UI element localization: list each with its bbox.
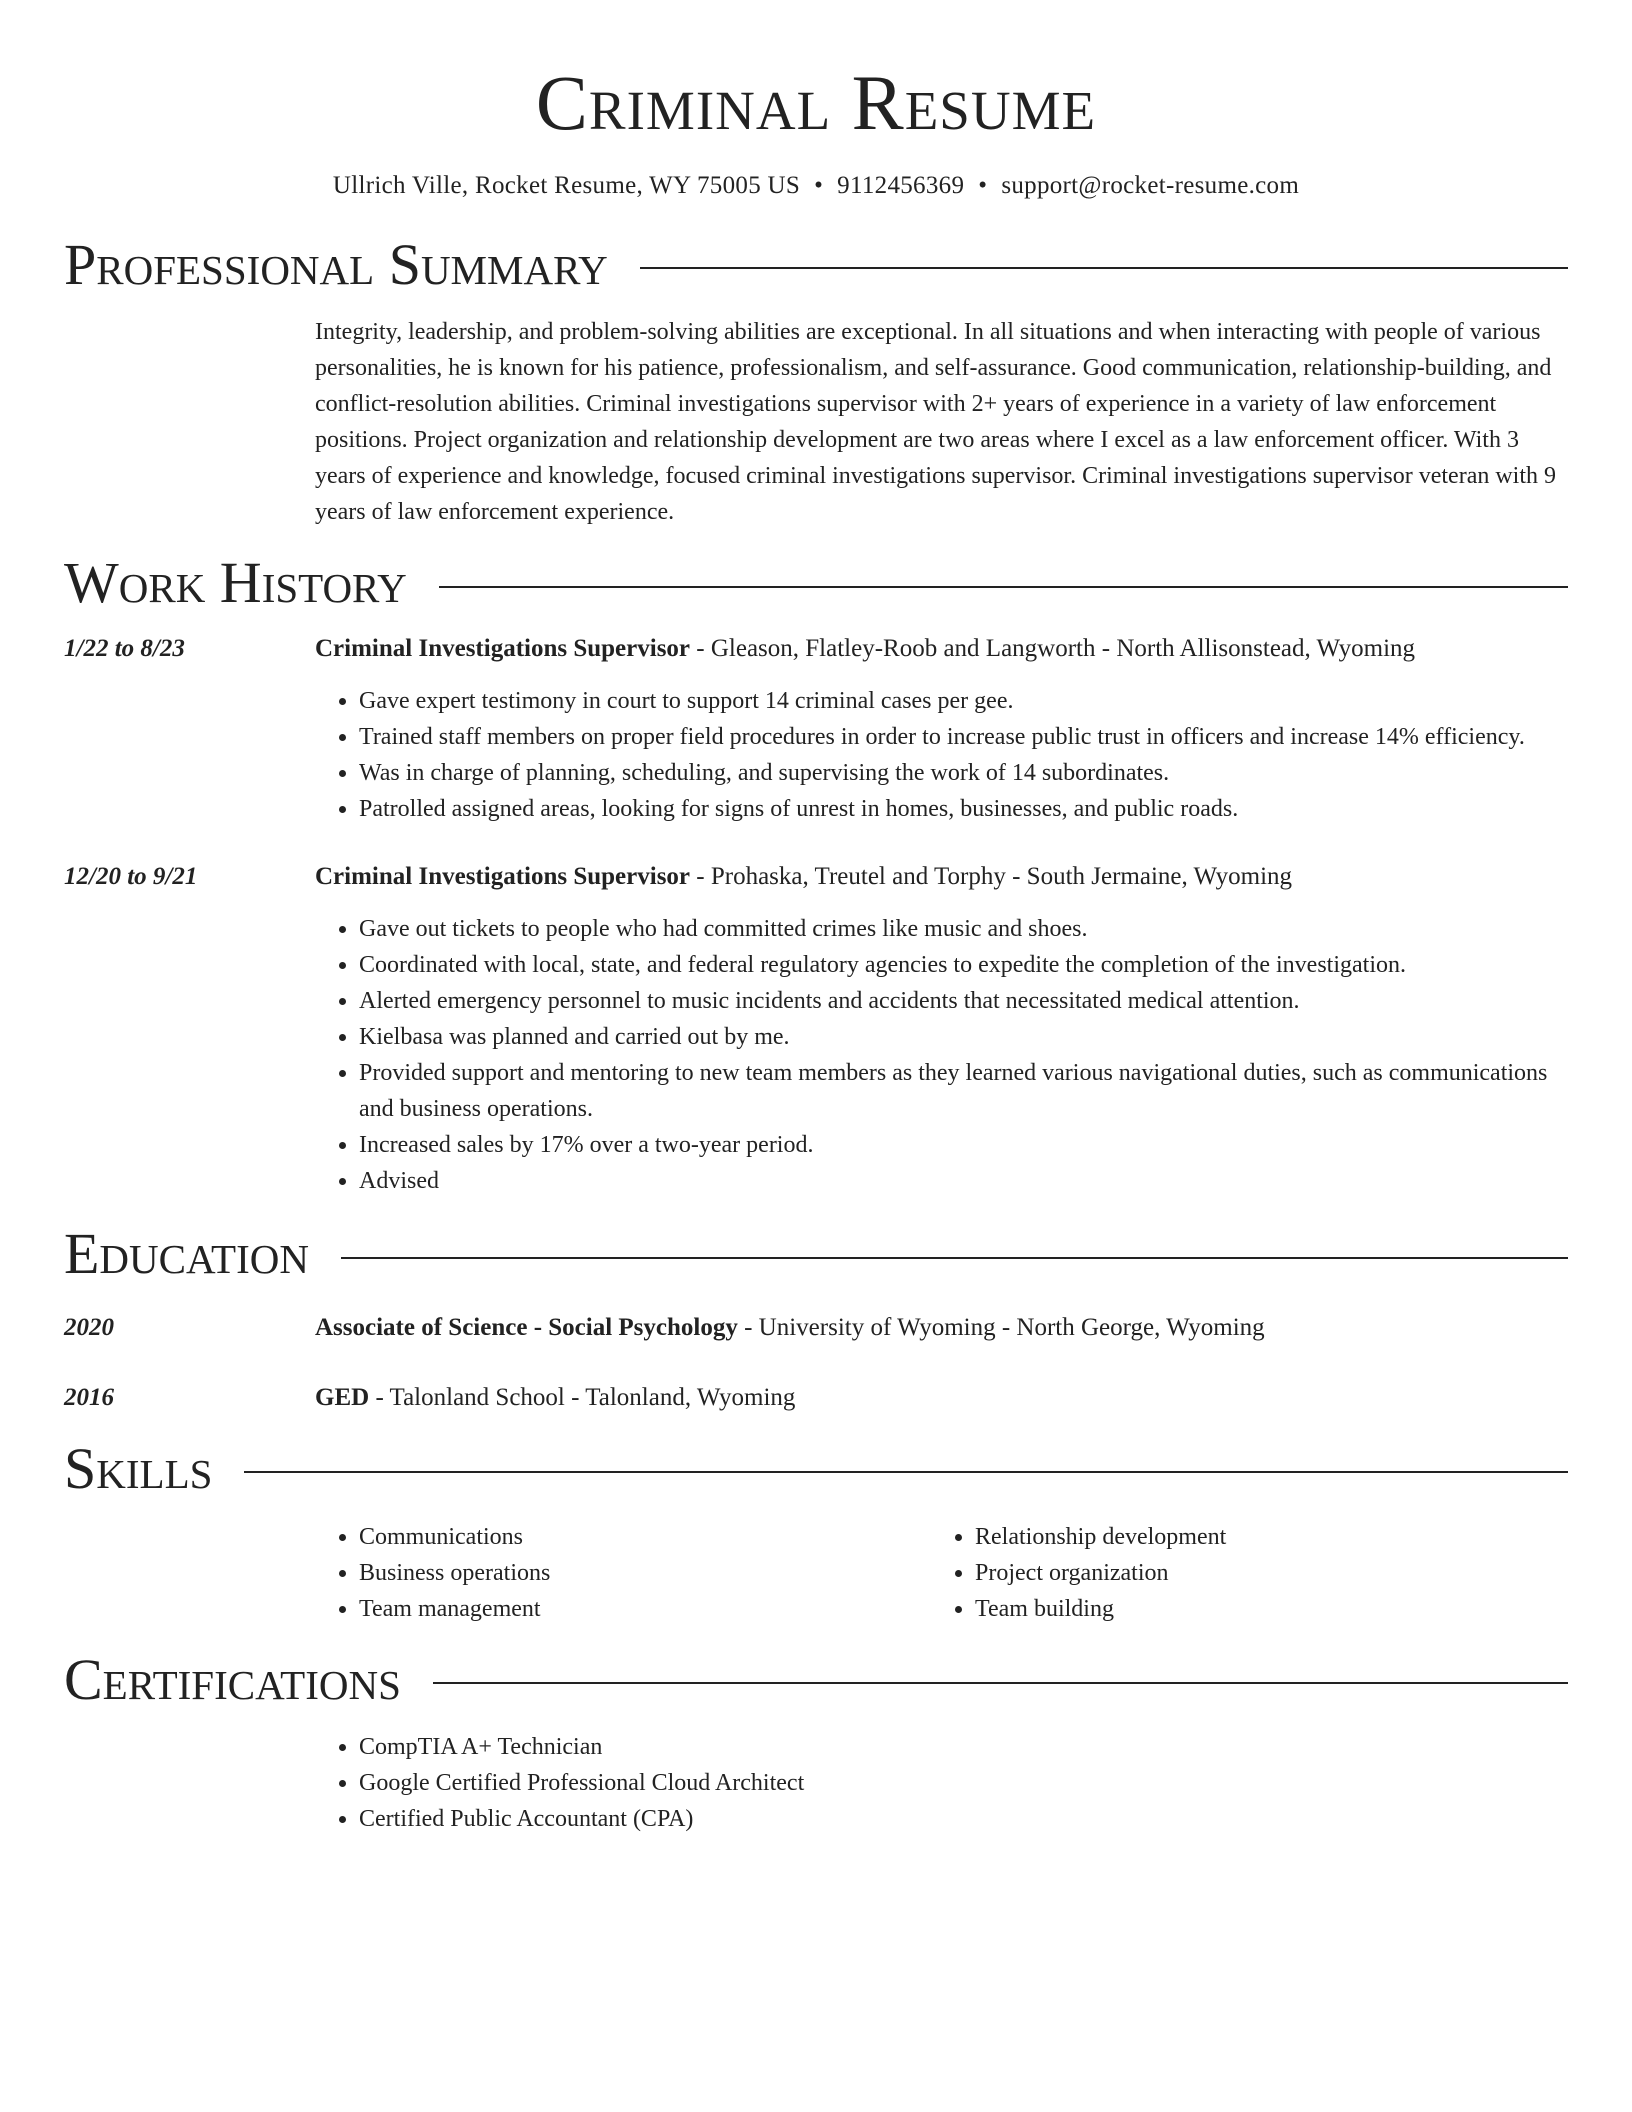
skills-list-left (315, 1519, 931, 1627)
job-bullet-list (315, 911, 1568, 1199)
section-divider (341, 1257, 1568, 1259)
job-bullet: • Trained staff members on proper field procedures in order to increase public trust in officers and increase 14% efficiency. (359, 719, 1568, 755)
job-title: Criminal Investigations Supervisor (315, 635, 691, 663)
contact-address: Ullrich Ville, Rocket Resume, WY 75005 US (332, 171, 801, 199)
skill-item: • Relationship development (975, 1519, 1547, 1555)
education-line (315, 1310, 1568, 1346)
job-body (315, 631, 1568, 827)
section-title-certifications: Certifications (64, 1646, 401, 1712)
education-degree: Associate of Science - Social Psychology (315, 1313, 738, 1341)
job-employer: - Prohaska, Treutel and Torphy - South Jermaine, Wyoming (690, 863, 1293, 891)
skill-item: • Team building (975, 1591, 1547, 1627)
job-dates: 12/20 to 9/21 (64, 863, 198, 891)
contact-phone: 9112456369 (837, 171, 965, 199)
section-divider (439, 586, 1568, 588)
section-title-summary: Professional Summary (64, 231, 608, 297)
education-entry (64, 1380, 1568, 1416)
job-entry (64, 631, 1568, 827)
job-bullet: • Coordinated with local, state, and federal regulatory agencies to expedite the completion of the investigation. (359, 947, 1568, 983)
job-title: Criminal Investigations Supervisor (315, 863, 691, 891)
contact-email: support@rocket-resume.com (1001, 171, 1300, 199)
skill-item: • Team management (359, 1591, 931, 1627)
section-header-skills (64, 1436, 1568, 1503)
skill-item: • Business operations (359, 1555, 931, 1591)
section-header-work-history (64, 550, 1568, 617)
section-divider (640, 267, 1568, 269)
job-employer: - Gleason, Flatley-Roob and Langworth - North Allisonstead, Wyoming (690, 635, 1416, 663)
certifications-block (315, 1729, 1568, 1837)
education-line (315, 1380, 1568, 1416)
section-divider (244, 1471, 1568, 1473)
certification-item: • Google Certified Professional Cloud Architect (359, 1765, 1568, 1801)
job-bullet: • Patrolled assigned areas, looking for signs of unrest in homes, businesses, and public roads. (359, 791, 1568, 827)
contact-separator: • (978, 171, 988, 199)
certifications-list (315, 1729, 1568, 1837)
section-title-work-history: Work History (64, 550, 407, 616)
job-heading (315, 859, 1568, 895)
summary-text: Integrity, leadership, and problem-solving abilities are exceptional. In all situations and when interacting with people of various personalities, he is known for his patience, professionalism, and self-assurance. Good communication, relationship-building, and conflict-resolution abilities. Criminal investigations supervisor with 2+ years of experience in a variety of law enforcement positions. Project organization and relationship development are two areas where I excel as a law enforcement officer. With 3 years of experience and knowledge, focused criminal investigations supervisor. Criminal investigations supervisor veteran with 9 years of law enforcement experience. (315, 319, 1557, 526)
section-header-certifications (64, 1647, 1568, 1714)
education-entry (64, 1310, 1568, 1346)
skills-list-right (931, 1519, 1547, 1627)
job-dates: 1/22 to 8/23 (64, 635, 185, 663)
section-header-education (64, 1221, 1568, 1288)
education-year: 2016 (64, 1383, 114, 1411)
job-bullet: • Gave expert testimony in court to support 14 criminal cases per gee. (359, 683, 1568, 719)
certification-item: • Certified Public Accountant (CPA) (359, 1801, 1568, 1837)
job-bullet: • Kielbasa was planned and carried out by me. (359, 1019, 1568, 1055)
resume-page (64, 0, 1568, 1837)
job-entry (64, 859, 1568, 1199)
skill-item: • Project organization (975, 1555, 1547, 1591)
job-body (315, 859, 1568, 1199)
job-bullet-list (315, 683, 1568, 827)
education-year: 2020 (64, 1313, 114, 1341)
education-degree: GED (315, 1383, 370, 1411)
skill-item: • Communications (359, 1519, 931, 1555)
job-bullet: • Alerted emergency personnel to music incidents and accidents that necessitated medical attention. (359, 983, 1568, 1019)
section-header-summary (64, 232, 1568, 299)
job-bullet: • Increased sales by 17% over a two-year period. (359, 1127, 1568, 1163)
section-title-education: Education (64, 1221, 309, 1287)
job-bullet: • Advised (359, 1163, 1568, 1199)
job-bullet: • Was in charge of planning, scheduling, and supervising the work of 14 subordinates. (359, 755, 1568, 791)
education-school: - University of Wyoming - North George, Wyoming (737, 1313, 1265, 1341)
section-title-skills: Skills (64, 1435, 213, 1501)
skills-columns (315, 1519, 1568, 1627)
section-divider (433, 1682, 1568, 1684)
resume-title: Criminal Resume (535, 59, 1097, 146)
job-bullet: • Gave out tickets to people who had committed crimes like music and shoes. (359, 911, 1568, 947)
job-heading (315, 631, 1568, 667)
job-bullet: • Provided support and mentoring to new team members as they learned various navigational duties, such as communications and business operations. (359, 1055, 1568, 1127)
contact-separator: • (814, 171, 824, 199)
education-school: - Talonland School - Talonland, Wyoming (369, 1383, 796, 1411)
certification-item: • CompTIA A+ Technician (359, 1729, 1568, 1765)
contact-line (64, 172, 1568, 200)
